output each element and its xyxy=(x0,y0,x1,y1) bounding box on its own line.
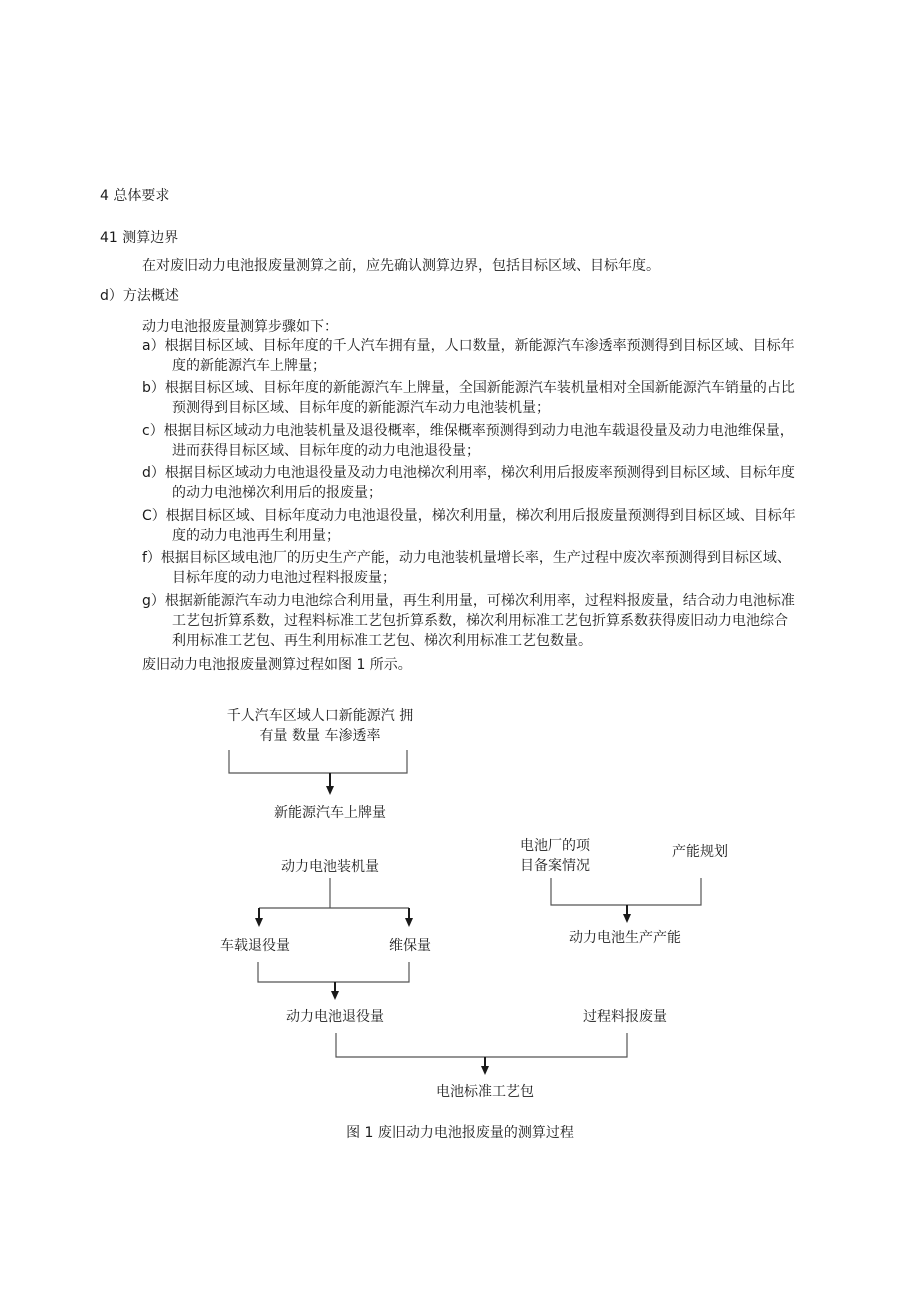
node-production-capacity: 动力电池生产产能 xyxy=(569,930,681,946)
arrowhead-to-production-capacity xyxy=(623,914,631,923)
step-d-line1: d）根据目标区域动力电池退役量及动力电池梯次利用率，梯次利用后报废率预测得到目标区域、目标年度 xyxy=(142,465,795,481)
step-c-line2: 进而获得目标区域、目标年度的动力电池退役量； xyxy=(172,443,480,459)
section-41-body: 在对废旧动力电池报废量测算之前，应先确认测算边界，包括目标区域、目标年度。 xyxy=(142,258,660,274)
step-g-line2: 工艺包折算系数，过程料标准工艺包折算系数，梯次利用标准工艺包折算系数获得废旧动力电池综合 xyxy=(172,613,788,629)
arrowhead-to-vehicle-retired xyxy=(255,918,263,927)
node-top-inputs-line2: 有量 数量 车渗透率 xyxy=(259,728,381,744)
step-b-line1: b）根据目标区域、目标年度的新能源汽车上牌量，全国新能源汽车装机量相对全国新能源汽车销量的占比 xyxy=(142,380,795,396)
arrowhead-to-standard-pack xyxy=(481,1066,489,1075)
arrowhead-to-plates xyxy=(326,786,334,795)
section-4-title: 4 总体要求 xyxy=(100,188,170,204)
node-factory-line2: 目备案情况 xyxy=(520,858,590,874)
step-e-line2: 度的动力电池再生利用量； xyxy=(172,528,340,544)
bracket-top-inputs xyxy=(229,750,407,773)
step-e-line1: C）根据目标区域、目标年度动力电池退役量，梯次利用量，梯次利用后报废量预测得到目标区域、目标年 xyxy=(142,508,796,524)
bracket-factory xyxy=(551,878,701,905)
node-vehicle-retired: 车载退役量 xyxy=(220,938,290,954)
step-d-line2: 的动力电池梯次利用后的报废量； xyxy=(172,485,382,501)
node-maintenance: 维保量 xyxy=(389,938,431,954)
section-d-title: d）方法概述 xyxy=(100,288,179,304)
node-process-scrap: 过程料报废量 xyxy=(583,1009,667,1025)
node-factory-line1: 电池厂的项 xyxy=(520,838,590,854)
figure-caption: 图 1 废旧动力电池报废量的测算过程 xyxy=(346,1125,574,1141)
node-standard-pack: 电池标准工艺包 xyxy=(436,1084,534,1100)
node-installed: 动力电池装机量 xyxy=(281,859,379,875)
figure-reference: 废旧动力电池报废量测算过程如图 1 所示。 xyxy=(142,657,412,673)
step-b-line2: 预测得到目标区域、目标年度的新能源汽车动力电池装机量； xyxy=(172,400,550,416)
section-41-title: 41 测算边界 xyxy=(100,230,179,246)
arrowhead-to-maintenance xyxy=(405,918,413,927)
node-retired: 动力电池退役量 xyxy=(286,1009,384,1025)
step-g-line1: g）根据新能源汽车动力电池综合利用量，再生利用量，可梯次利用率，过程料报废量，结合动力电池标准 xyxy=(142,593,795,609)
node-plates: 新能源汽车上牌量 xyxy=(274,805,386,821)
bracket-retired-inputs xyxy=(258,962,409,982)
step-f-line1: f）根据目标区域电池厂的历史生产产能，动力电池装机量增长率，生产过程中废次率预测得到目标区域、 xyxy=(142,550,791,566)
arrowhead-to-retired xyxy=(331,991,339,1000)
step-a-line1: a）根据目标区域、目标年度的千人汽车拥有量，人口数量，新能源汽车渗透率预测得到目标区域、目标年 xyxy=(142,338,795,354)
step-f-line2: 目标年度的动力电池过程料报废量； xyxy=(172,570,396,586)
step-c-line1: c）根据目标区域动力电池装机量及退役概率，维保概率预测得到动力电池车载退役量及动力电池维保量， xyxy=(142,423,794,439)
node-top-inputs-line1: 千人汽车区域人口新能源汽 拥 xyxy=(226,708,414,724)
steps-intro: 动力电池报废量测算步骤如下： xyxy=(142,319,338,335)
node-capacity-plan: 产能规划 xyxy=(672,844,728,860)
bracket-final xyxy=(336,1033,627,1057)
step-g-line3: 利用标准工艺包、再生利用标准工艺包、梯次利用标准工艺包数量。 xyxy=(172,633,592,649)
step-a-line2: 度的新能源汽车上牌量； xyxy=(172,358,326,374)
